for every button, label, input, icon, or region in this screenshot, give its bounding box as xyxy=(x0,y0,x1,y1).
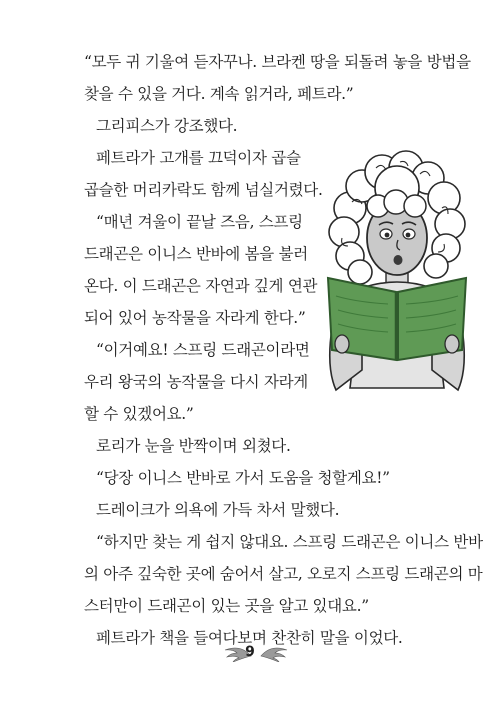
text-line: 페트라가 책을 들여다보며 찬찬히 말을 이었다. xyxy=(96,629,403,647)
page-footer xyxy=(0,640,500,670)
text-line: “당장 이니스 반바로 가서 도움을 청할게요!” xyxy=(96,469,390,487)
text-line: 되어 있어 농작물을 자라게 한다.” xyxy=(84,309,306,327)
text-line: 페트라가 고개를 끄덕이자 곱슬 xyxy=(96,149,301,167)
text-line: 스터만이 드래곤이 있는 곳을 알고 있대요.” xyxy=(84,597,369,615)
text-line: 드래곤은 이니스 반바에 봄을 불러 xyxy=(84,245,308,263)
right-hand xyxy=(445,335,459,353)
text-line: 할 수 있겠어요.” xyxy=(84,405,194,423)
text-line: 로리가 눈을 반짝이며 외쳤다. xyxy=(96,437,291,455)
text-line: 그리피스가 강조했다. xyxy=(96,117,238,135)
text-line: 드레이크가 의욕에 가득 차서 말했다. xyxy=(96,501,340,519)
text-line: 의 아주 깊숙한 곳에 숨어서 살고, 오로지 스프링 드래곤의 마 xyxy=(84,565,483,583)
text-line: 온다. 이 드래곤은 자연과 깊게 연관 xyxy=(84,277,318,295)
left-hand xyxy=(335,335,349,353)
text-line: 우리 왕국의 농작물을 다시 자라게 xyxy=(84,373,308,391)
mouth xyxy=(394,255,403,265)
petra-reading-illustration xyxy=(322,148,472,396)
text-line: “이거예요! 스프링 드래곤이라면 xyxy=(96,341,310,359)
text-line: 찾을 수 있을 거다. 계속 읽거라, 페트라.” xyxy=(84,85,354,103)
text-line: “하지만 찾는 게 쉽지 않대요. 스프링 드래곤은 이니스 반바 xyxy=(96,533,483,551)
text-line: 곱슬한 머리카락도 함께 넘실거렸다. xyxy=(84,181,323,199)
page-number: 9 xyxy=(245,644,255,660)
text-line: “매년 겨울이 끝날 즈음, 스프링 xyxy=(96,213,303,231)
text-line: “모두 귀 기울여 듣자꾸나. 브라켄 땅을 되돌려 놓을 방법을 xyxy=(84,53,471,71)
right-wing-ornament-icon xyxy=(260,644,288,662)
